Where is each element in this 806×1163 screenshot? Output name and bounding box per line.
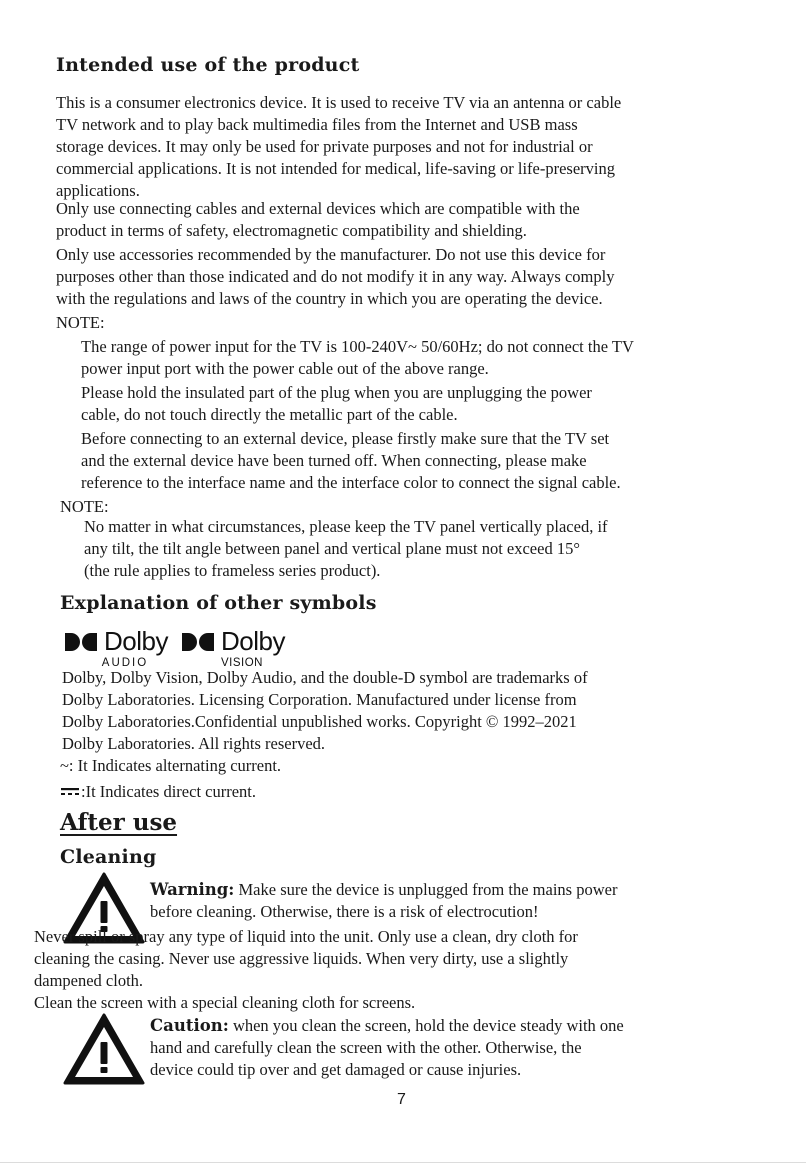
text-line: and the external device have been turned off. When connecting, please make <box>81 451 587 470</box>
clean-screen-line: Clean the screen with a special cleaning cloth for screens. <box>34 993 416 1012</box>
note-1-item-2 <box>81 382 781 426</box>
text-line: power input port with the power cable out of the above range. <box>81 359 489 378</box>
dolby-double-d-icon <box>64 632 98 652</box>
text-line: The range of power input for the TV is 100-240V~ 50/60Hz; do not connect the TV <box>81 337 634 356</box>
text-line: Make sure the device is unplugged from the mains power <box>234 880 618 899</box>
ac-symbol-line: ~: It Indicates alternating current. <box>60 756 282 775</box>
text-line: dampened cloth. <box>34 971 144 990</box>
intended-use-paragraph-2 <box>56 198 776 242</box>
page-number: 7 <box>397 1091 406 1108</box>
text-line: any tilt, the tilt angle between panel and vertical plane must not exceed 15° <box>84 539 580 558</box>
dolby-audio-sub: AUDIO <box>101 657 149 669</box>
intended-use-paragraph-3 <box>56 244 776 310</box>
dolby-trademark-text <box>62 667 782 755</box>
warning-text <box>150 879 780 923</box>
text-line: cable, do not touch directly the metallic part of the cable. <box>81 405 458 424</box>
note-1-item-3 <box>81 428 781 494</box>
caution-triangle-icon <box>62 1012 146 1086</box>
note-2-text <box>84 516 784 582</box>
text-line: device could tip over and get damaged or cause injuries. <box>150 1060 522 1079</box>
caution-text <box>150 1015 780 1081</box>
dolby-vision-wordmark: Dolby <box>221 626 285 656</box>
text-line: commercial applications. It is not intended for medical, life-saving or life-preserving <box>56 159 615 178</box>
text-line: Only use connecting cables and external devices which are compatible with the <box>56 199 580 218</box>
dc-symbol-text: :It Indicates direct current. <box>81 782 256 801</box>
text-line: Before connecting to an external device, please firstly make sure that the TV set <box>81 429 610 448</box>
text-line: Dolby Laboratories. All rights reserved. <box>62 734 326 753</box>
text-line: Only use accessories recommended by the manufacturer. Do not use this device for <box>56 245 606 264</box>
dolby-double-d-icon <box>181 632 215 652</box>
text-line: before cleaning. Otherwise, there is a risk of electrocution! <box>150 902 539 921</box>
text-line: storage devices. It may only be used for private purposes and not for industrial or <box>56 137 593 156</box>
text-line: Dolby Laboratories. Licensing Corporation. Manufactured under license from <box>62 690 577 709</box>
dolby-audio-logo <box>64 626 168 669</box>
dc-symbol-line <box>60 781 256 803</box>
text-line: No matter in what circumstances, please keep the TV panel vertically placed, if <box>84 517 608 536</box>
text-line: purposes other than those indicated and do not modify it in any way. Always comply <box>56 267 615 286</box>
text-line: when you clean the screen, hold the device steady with one <box>228 1016 624 1035</box>
text-line: (the rule applies to frameless series product). <box>84 561 381 580</box>
direct-current-icon <box>60 786 80 798</box>
text-line: This is a consumer electronics device. It is used to receive TV via an antenna or cable <box>56 93 622 112</box>
text-line: Never spill or spray any type of liquid into the unit. Only use a clean, dry cloth for <box>34 927 578 946</box>
text-line: TV network and to play back multimedia files from the Internet and USB mass <box>56 115 578 134</box>
intended-use-paragraph-1 <box>56 92 776 202</box>
warning-lead: Warning: <box>150 880 235 899</box>
heading-after-use: After use <box>60 809 178 836</box>
caution-lead: Caution: <box>150 1016 229 1035</box>
text-line: Please hold the insulated part of the plug when you are unplugging the power <box>81 383 592 402</box>
text-line: with the regulations and laws of the country in which you are operating the device. <box>56 289 603 308</box>
heading-intended-use: Intended use of the product <box>56 54 360 76</box>
heading-symbols: Explanation of other symbols <box>60 592 377 614</box>
text-line: product in terms of safety, electromagnetic compatibility and shielding. <box>56 221 527 240</box>
note-1-item-1 <box>81 336 781 380</box>
dolby-audio-wordmark: Dolby <box>104 626 168 656</box>
text-line: cleaning the casing. Never use aggressive liquids. When very dirty, use a slightly <box>34 949 569 968</box>
note-label-1: NOTE: <box>56 313 105 332</box>
note-label-2: NOTE: <box>60 497 109 516</box>
heading-cleaning: Cleaning <box>60 846 157 868</box>
dolby-vision-logo <box>181 626 285 669</box>
text-line: Dolby Laboratories.Confidential unpublished works. Copyright © 1992–2021 <box>62 712 577 731</box>
text-line: reference to the interface name and the interface color to connect the signal cable. <box>81 473 621 492</box>
spill-paragraph <box>34 926 794 992</box>
dolby-vision-sub: VISION <box>221 657 263 669</box>
text-line: Dolby, Dolby Vision, Dolby Audio, and the double-D symbol are trademarks of <box>62 668 588 687</box>
text-line: applications. <box>56 181 140 200</box>
text-line: hand and carefully clean the screen with the other. Otherwise, the <box>150 1038 582 1057</box>
